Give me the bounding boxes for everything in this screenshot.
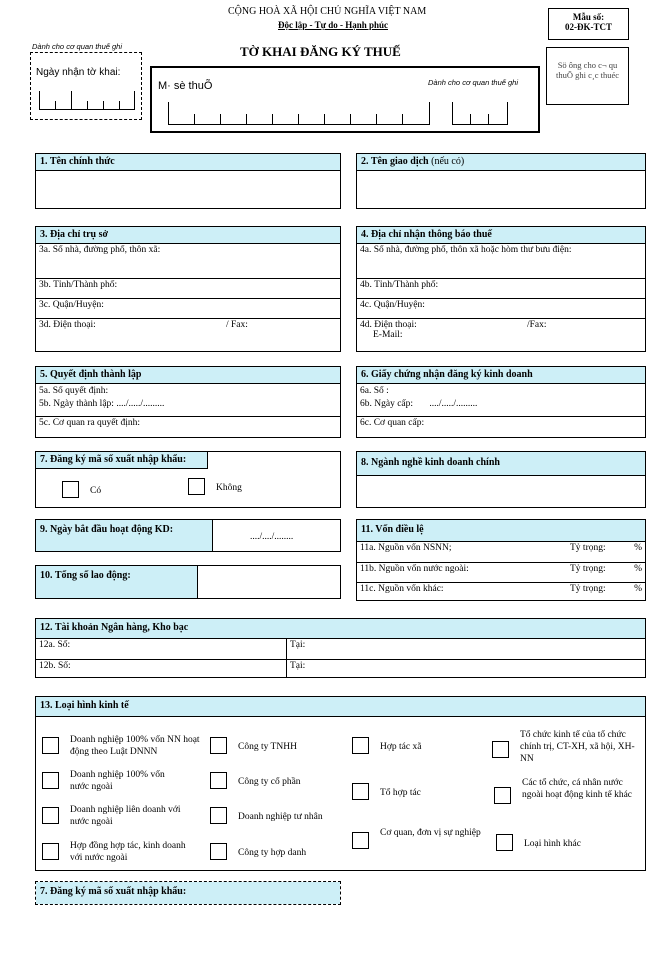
tax-office-use-label-2: Dành cho cơ quan thuế ghi <box>428 78 519 87</box>
section-4 <box>356 226 646 352</box>
bank-account-label: 12a. Số: <box>39 640 71 650</box>
section-7-title: 7. Đăng ký mã số xuất nhập khẩu: <box>36 452 208 469</box>
section-2-header <box>357 154 645 171</box>
capital-source-label: 11c. Nguồn vốn khác: <box>360 584 444 594</box>
econ-type-checkbox[interactable] <box>352 737 369 754</box>
section-3 <box>35 226 341 352</box>
notice-fax-label: /Fax: <box>527 320 547 330</box>
notice-province-row[interactable] <box>357 278 645 298</box>
econ-type-label: Hợp tác xã <box>380 742 422 752</box>
econ-type-label: Doanh nghiệp 100% vốn NN hoạt động theo Luật DNNN <box>70 735 200 757</box>
econ-type-checkbox[interactable] <box>352 783 369 800</box>
section-2 <box>356 153 646 209</box>
section-6 <box>356 366 646 438</box>
econ-type-label: Cơ quan, đơn vị sự nghiệp <box>380 828 481 838</box>
tax-code-box <box>150 66 540 133</box>
section-13 <box>35 696 646 871</box>
address-street-row[interactable] <box>36 244 340 278</box>
license-authority-label: 6c. Cơ quan cấp: <box>360 418 425 428</box>
bank-account-row[interactable] <box>36 659 645 677</box>
notice-phone-row[interactable] <box>357 318 645 351</box>
econ-type-checkbox[interactable] <box>42 772 59 789</box>
econ-type-checkbox[interactable] <box>494 787 511 804</box>
right-stamp-text: Sö ông cho c¬ qu thuÕ ghi c¸c thuéc <box>555 60 620 80</box>
capital-ratio-label: Tỷ trọng: <box>570 543 606 553</box>
econ-type-checkbox[interactable] <box>210 737 227 754</box>
section-13-title: 13. Loại hình kinh tế <box>36 697 645 717</box>
notice-district-label: 4c. Quận/Huyện: <box>360 300 425 310</box>
econ-type-label: Công ty hợp danh <box>238 848 307 858</box>
section-12-title: 12. Tài khoản Ngân hàng, Kho bạc <box>36 619 645 639</box>
section-5 <box>35 366 341 438</box>
received-date-box <box>30 52 142 120</box>
address-street-label: 3a. Số nhà, đường phố, thôn xã: <box>39 245 161 255</box>
econ-type-checkbox[interactable] <box>352 832 369 849</box>
section-9 <box>35 519 341 552</box>
section-4-title: 4. Địa chỉ nhận thông báo thuế <box>357 227 645 244</box>
bank-location-label: Tại: <box>286 660 305 678</box>
econ-type-label: Công ty cổ phần <box>238 777 301 787</box>
right-stamp-box <box>546 47 629 105</box>
export-no-checkbox[interactable] <box>188 478 205 495</box>
section-5-title: 5. Quyết định thành lập <box>36 367 340 384</box>
econ-type-label: Các tổ chức, cá nhân nước ngoài hoạt động kinh tế khác <box>522 778 633 800</box>
export-no-label: Không <box>216 483 242 493</box>
form-title: TỜ KHAI ĐĂNG KÝ THUẾ <box>240 44 401 59</box>
export-yes-label: Có <box>90 486 102 496</box>
tax-office-use-label: Dành cho cơ quan thuế ghi <box>32 42 123 51</box>
capital-percent: % <box>634 543 642 553</box>
motto: Độc lập - Tự do - Hạnh phúc <box>278 20 389 30</box>
econ-type-checkbox[interactable] <box>210 772 227 789</box>
capital-row[interactable] <box>357 582 645 600</box>
notice-province-label: 4b. Tỉnh/Thành phố: <box>360 280 439 290</box>
start-date-field[interactable]: ..../..../........ <box>250 532 294 542</box>
capital-percent: % <box>634 564 642 574</box>
section-1 <box>35 153 341 209</box>
notice-street-row[interactable] <box>357 244 645 278</box>
form-code: 02-ĐK-TCT <box>565 22 612 32</box>
received-date-label: Ngày nhận tờ khai: <box>36 67 121 78</box>
capital-source-label: 11b. Nguồn vốn nước ngoài: <box>360 564 469 574</box>
address-phone-label: 3d. Điện thoại: <box>39 320 96 330</box>
decision-number-row[interactable] <box>36 384 340 416</box>
official-name-field[interactable] <box>36 171 340 208</box>
address-province-label: 3b. Tỉnh/Thành phố: <box>39 280 118 290</box>
section-7-repeat <box>35 881 341 905</box>
tax-code-label: M· sè thuÕ <box>158 80 213 92</box>
capital-ratio-label: Tỷ trọng: <box>570 564 606 574</box>
section-2-title: 2. Tên giao dịch <box>361 156 429 167</box>
econ-type-label: Loại hình khác <box>524 839 581 849</box>
decision-authority-label: 5c. Cơ quan ra quyết định: <box>39 418 141 428</box>
address-district-label: 3c. Quận/Huyện: <box>39 300 104 310</box>
employee-count-field[interactable] <box>198 566 340 598</box>
address-district-row[interactable] <box>36 298 340 318</box>
founding-date-label: 5b. Ngày thành lập: <box>39 399 114 409</box>
section-1-title: 1. Tên chính thức <box>36 154 340 171</box>
econ-type-label: Hợp đồng hợp tác, kinh doanh với nước ngoài <box>70 841 186 863</box>
decision-number-label: 5a. Số quyết định: <box>39 386 109 396</box>
econ-type-label: Doanh nghiệp liên doanh với nước ngoài <box>70 805 181 827</box>
capital-row[interactable] <box>357 542 645 562</box>
section-7-repeat-title: 7. Đăng ký mã số xuất nhập khẩu: <box>36 882 340 904</box>
capital-source-label: 11a. Nguồn vốn NSNN; <box>360 543 452 553</box>
address-province-row[interactable] <box>36 278 340 298</box>
section-9-title: 9. Ngày bắt đầu hoạt động KD: <box>36 520 213 551</box>
notice-phone-label: 4d. Điện thoại: <box>360 320 417 330</box>
econ-type-label: Doanh nghiệp tư nhân <box>238 812 323 822</box>
section-11-title: 11. Vốn điều lệ <box>357 520 645 542</box>
bank-account-row[interactable] <box>36 639 645 659</box>
section-6-title: 6. Giấy chứng nhận đăng ký kinh doanh <box>357 367 645 384</box>
capital-ratio-label: Tỷ trọng: <box>570 584 606 594</box>
section-7 <box>35 451 341 508</box>
trade-name-field[interactable] <box>357 171 645 208</box>
main-business-field[interactable] <box>357 476 645 507</box>
address-fax-label: / Fax: <box>226 320 248 330</box>
tax-code-suffix-field[interactable] <box>452 102 508 125</box>
section-2-note: (nếu có) <box>431 156 465 167</box>
capital-row[interactable] <box>357 562 645 582</box>
form-code-label: Mẫu số: <box>572 12 605 22</box>
econ-type-checkbox[interactable] <box>42 843 59 860</box>
econ-type-checkbox[interactable] <box>42 737 59 754</box>
republic-heading: CỘNG HOÀ XÃ HỘI CHỦ NGHĨA VIỆT NAM <box>228 6 427 17</box>
econ-type-checkbox[interactable] <box>42 807 59 824</box>
econ-type-label: Tổ hợp tác <box>380 788 421 798</box>
econ-type-checkbox[interactable] <box>210 807 227 824</box>
notice-district-row[interactable] <box>357 298 645 318</box>
bank-account-label: 12b. Số: <box>39 661 71 671</box>
capital-percent: % <box>634 584 642 594</box>
license-number-label: 6a. Số : <box>360 386 389 396</box>
bank-location-label: Tại: <box>286 639 305 659</box>
section-12 <box>35 618 646 678</box>
tax-code-field[interactable] <box>168 102 430 125</box>
export-yes-checkbox[interactable] <box>62 481 79 498</box>
section-10-title: 10. Tổng số lao động: <box>36 566 198 598</box>
founding-date-value[interactable]: ..../...../......... <box>116 399 165 409</box>
license-authority-row[interactable] <box>357 416 645 437</box>
notice-street-label: 4a. Số nhà, đường phố, thôn xã hoặc hòm thư bưu điện: <box>360 245 572 255</box>
decision-authority-row[interactable] <box>36 416 340 437</box>
section-3-title: 3. Địa chỉ trụ sở <box>36 227 340 244</box>
econ-type-checkbox[interactable] <box>492 741 509 758</box>
section-10 <box>35 565 341 599</box>
section-8-title: 8. Ngành nghề kinh doanh chính <box>357 452 645 476</box>
econ-type-label: Doanh nghiệp 100% vốn nước ngoài <box>70 770 165 792</box>
license-number-row[interactable] <box>357 384 645 416</box>
address-phone-row[interactable] <box>36 318 340 351</box>
econ-type-label: Công ty TNHH <box>238 742 297 752</box>
econ-type-label: Tổ chức kinh tế của tổ chức chính trị, CT-XH, xã hội, XH-NN <box>520 730 635 764</box>
license-date-label: 6b. Ngày cấp: <box>360 399 414 409</box>
form-code-box <box>548 8 629 40</box>
received-date-field[interactable] <box>39 91 135 110</box>
econ-type-checkbox[interactable] <box>210 843 227 860</box>
license-date-value[interactable]: ..../...../......... <box>429 399 478 409</box>
section-11 <box>356 519 646 601</box>
notice-email-label: E-Mail: <box>373 330 403 340</box>
econ-type-checkbox[interactable] <box>496 834 513 851</box>
section-8 <box>356 451 646 508</box>
